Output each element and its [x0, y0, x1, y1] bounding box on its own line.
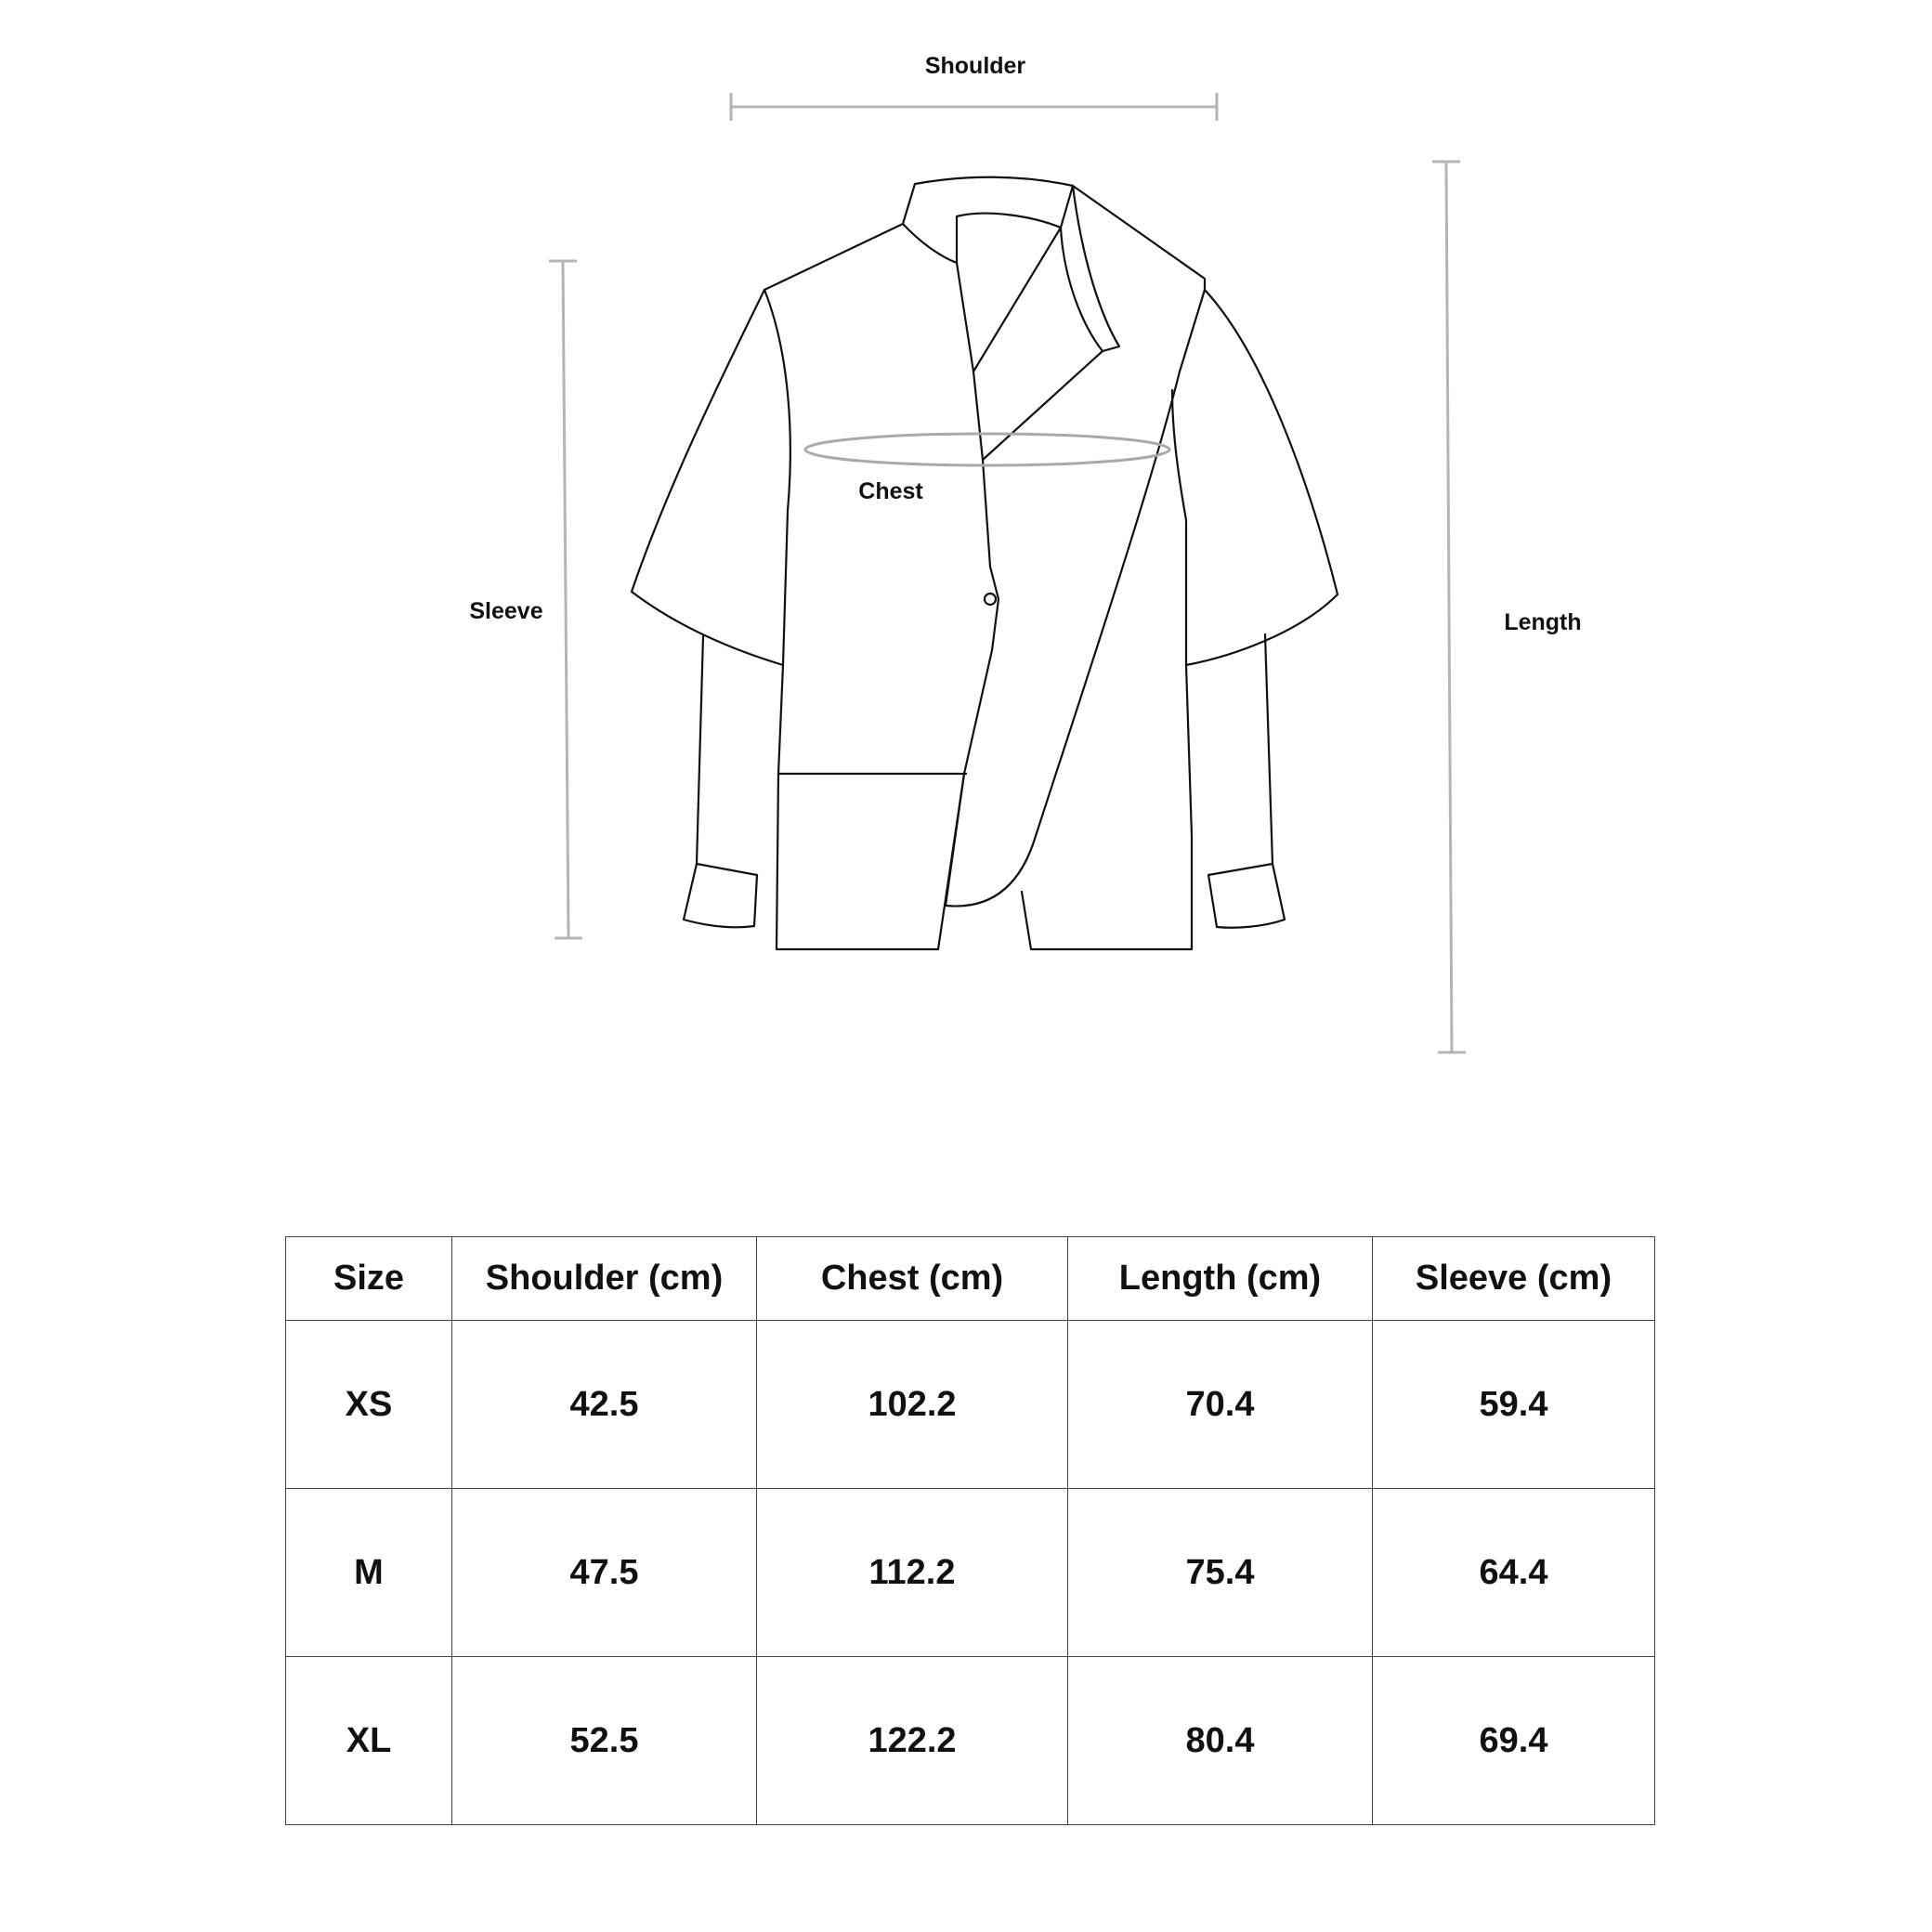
cell-chest: 122.2	[757, 1657, 1068, 1825]
cell-sleeve: 64.4	[1373, 1489, 1655, 1657]
left-shoulder	[764, 224, 903, 290]
cell-chest: 102.2	[757, 1321, 1068, 1489]
shoulder-label: Shoulder	[924, 53, 1026, 79]
cell-size: M	[286, 1489, 452, 1657]
sleeve-measure-line	[549, 261, 582, 938]
jacket-illustration	[632, 177, 1338, 949]
left-body-panel	[764, 290, 964, 949]
cell-shoulder: 52.5	[452, 1657, 757, 1825]
header-chest: Chest (cm)	[757, 1237, 1068, 1321]
sleeve-label: Sleeve	[469, 598, 543, 624]
left-long-sleeve	[684, 636, 757, 927]
header-sleeve: Sleeve (cm)	[1373, 1237, 1655, 1321]
chest-measure-ellipse	[805, 434, 1169, 465]
cell-sleeve: 59.4	[1373, 1321, 1655, 1489]
cell-length: 75.4	[1068, 1489, 1373, 1657]
left-short-sleeve	[632, 290, 783, 665]
right-long-sleeve	[1208, 634, 1285, 928]
header-size: Size	[286, 1237, 452, 1321]
cell-chest: 112.2	[757, 1489, 1068, 1657]
header-shoulder: Shoulder (cm)	[452, 1237, 757, 1321]
lapel-fold	[983, 351, 1103, 460]
header-length: Length (cm)	[1068, 1237, 1373, 1321]
length-measure-line	[1432, 162, 1466, 1052]
table-row	[286, 1657, 1655, 1825]
cell-size: XS	[286, 1321, 452, 1489]
length-label: Length	[1504, 609, 1582, 635]
cell-size: XL	[286, 1657, 452, 1825]
cell-shoulder: 47.5	[452, 1489, 757, 1657]
right-short-sleeve	[1186, 290, 1338, 665]
cell-length: 80.4	[1068, 1657, 1373, 1825]
table-row	[286, 1321, 1655, 1489]
right-body-panel	[1022, 390, 1192, 949]
right-shoulder	[1073, 186, 1205, 290]
cell-sleeve: 69.4	[1373, 1657, 1655, 1825]
chest-label: Chest	[858, 478, 923, 504]
cell-length: 70.4	[1068, 1321, 1373, 1489]
button	[985, 594, 996, 605]
table-row	[286, 1489, 1655, 1657]
front-placket	[946, 263, 999, 906]
cell-shoulder: 42.5	[452, 1321, 757, 1489]
shoulder-measure-line	[731, 93, 1217, 121]
table-header-row	[286, 1237, 1655, 1321]
size-chart-table	[285, 1236, 1655, 1825]
